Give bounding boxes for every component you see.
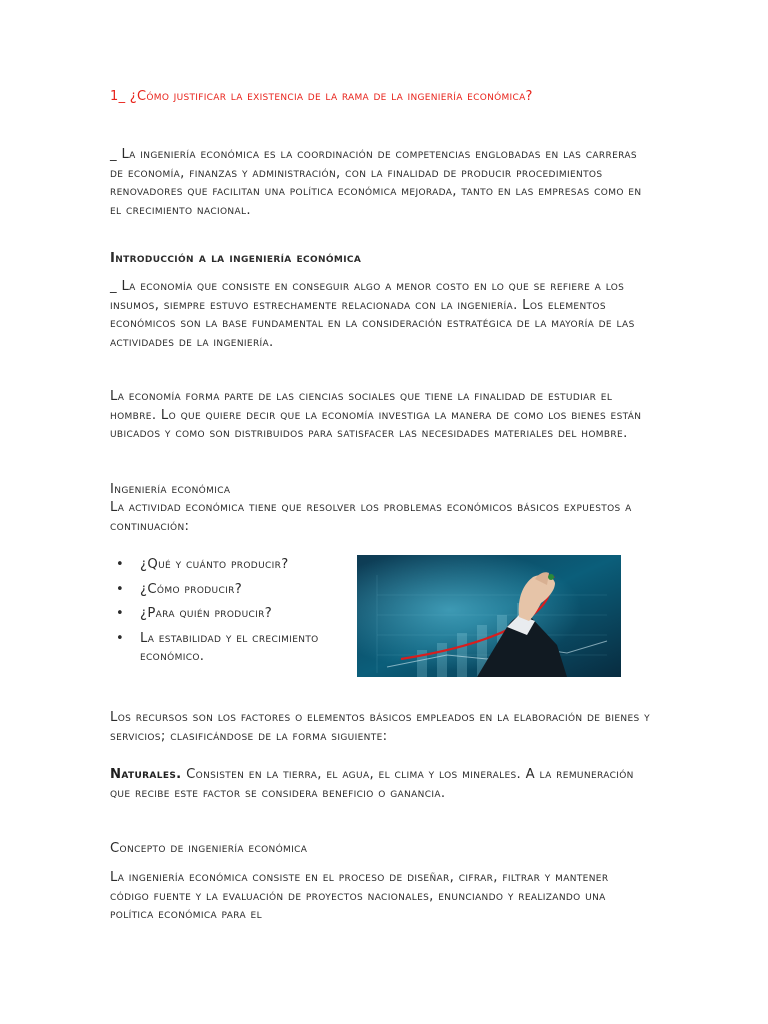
naturales-text: Consisten en la tierra, el agua, el clima y los minerales. A la remuneración que recibe este factor se considera beneficio o ganancia. (110, 767, 634, 801)
bullet-icon: • (116, 557, 125, 572)
list-item: • ¿Para quién producir? (110, 605, 340, 624)
section-heading-introduccion: Introducción a la ingeniería económica (110, 251, 362, 266)
intro-paragraph: _ La ingeniería económica es la coordinación de competencias englobadas en las carreras de economía, finanzas y administración, con la finalidad de producir procedimientos renovadores que facilitan una política económica mejorada, tanto en las empresas como en el crecimiento nacional. (110, 147, 642, 218)
economia-ciencias-paragraph: La economía forma parte de las ciencias sociales que tiene la finalidad de estudiar el hombre. Lo que quiere decir que la economía investiga la manera de como los bienes están ubicados y como son distribuidos para satisfacer las necesidades materiales del hombre. (110, 389, 642, 442)
recursos-paragraph: Los recursos son los factores o elementos básicos empleados en la elaboración de bienes y servicios; clasificándose de la forma siguiente: (110, 710, 650, 744)
naturales-paragraph (110, 766, 650, 803)
bullet-icon: • (116, 606, 125, 622)
naturales-label: Naturales. (110, 767, 182, 782)
list-item: • ¿Qué y cuánto producir? (110, 556, 340, 575)
growth-chart-photo (357, 555, 621, 677)
document-title: 1_ ¿Cómo justificar la existencia de la rama de la ingeniería económica? (110, 89, 533, 104)
bullet-icon: • (116, 630, 125, 646)
intro-economia-paragraph: _ La economía que consiste en conseguir algo a menor costo en lo que se refiere a los insumos, siempre estuvo estrechamente relacionada con la ingeniería. Los elementos económicos son la base fundamental en la consideración estratégica de la mayoría de las actividades de la ingeniería. (110, 279, 635, 350)
bullet-icon: • (116, 581, 125, 597)
concepto-paragraph: La ingeniería económica consiste en el proceso de diseñar, cifrar, filtrar y mantener código fuente y la evaluación de proyectos nacionales, enunciando y realizando una política económica para el (110, 870, 609, 923)
list-item: • ¿Cómo producir? (110, 581, 340, 600)
section-heading-concepto: Concepto de ingeniería económica (110, 841, 308, 856)
section-heading-ingenieria: Ingeniería económica (110, 482, 231, 497)
list-item: • La estabilidad y el crecimiento económico. (116, 630, 319, 665)
problems-bullet-list (110, 556, 340, 673)
actividad-economica-paragraph: La actividad económica tiene que resolver los problemas económicos básicos expuestos a continuación: (110, 500, 632, 534)
